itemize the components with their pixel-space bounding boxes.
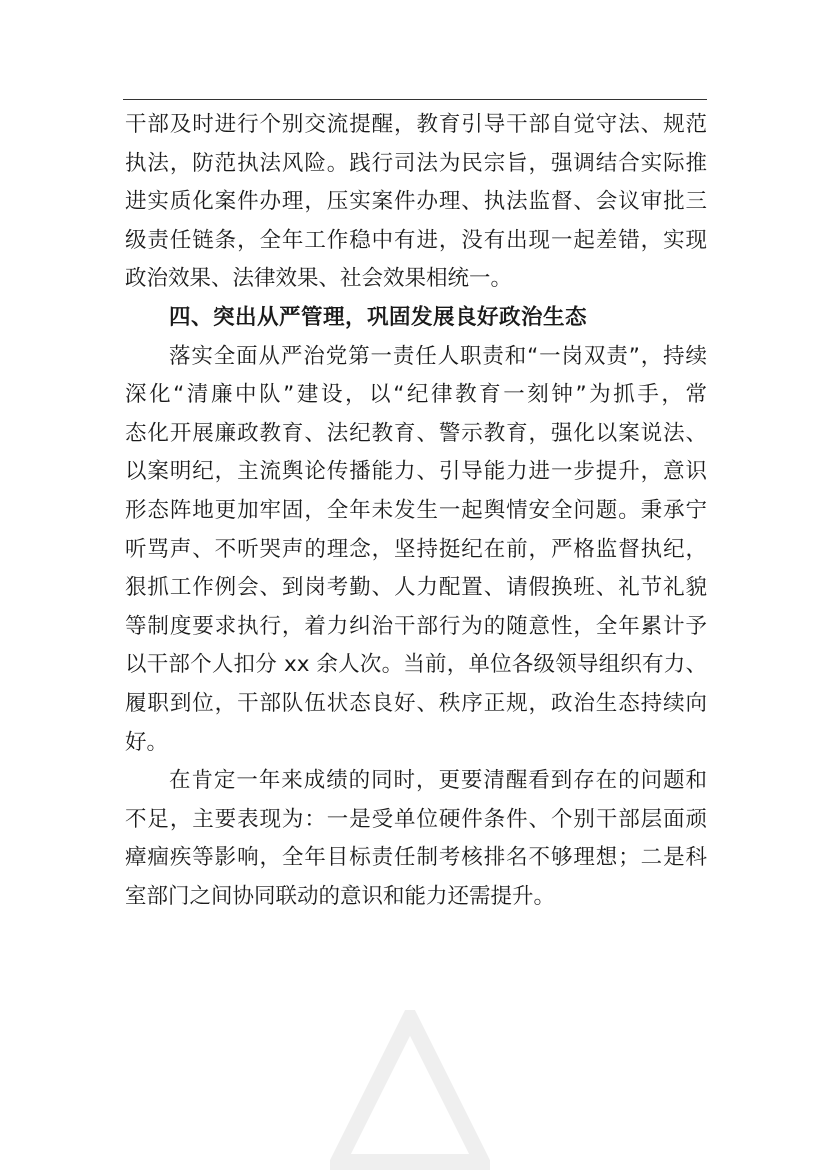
paragraph bbox=[125, 338, 707, 763]
text-line: 瘴痼疾等影响，全年目标责任制考核排名不够理想；二是科 bbox=[125, 845, 707, 871]
header-rule bbox=[123, 99, 707, 100]
text-line: 不足，主要表现为：一是受单位硬件条件、个别干部层面顽 bbox=[125, 806, 707, 832]
text-line: 执法，防范执法风险。践行司法为民宗旨，强调结合实际推 bbox=[125, 150, 707, 176]
text-line: 履职到位，干部队伍状态良好、秩序正规，政治生态持续向 bbox=[125, 690, 707, 716]
text-line: 好。 bbox=[125, 729, 169, 755]
text-line: 以干部个人扣分 xx 余人次。当前，单位各级领导组织有力、 bbox=[125, 652, 707, 678]
paragraph bbox=[125, 106, 707, 299]
text-line: 进实质化案件办理，压实案件办理、执法监督、会议审批三 bbox=[125, 189, 707, 215]
section-heading: 四、突出从严管理，巩固发展良好政治生态 bbox=[169, 304, 588, 330]
text-line: 在肯定一年来成绩的同时，更要清醒看到存在的问题和 bbox=[169, 768, 707, 794]
text-line: 狠抓工作例会、到岗考勤、人力配置、请假换班、礼节礼貌 bbox=[125, 575, 707, 601]
text-line: 室部门之间协同联动的意识和能力还需提升。 bbox=[125, 883, 556, 909]
text-line: 以案明纪，主流舆论传播能力、引导能力进一步提升，意识 bbox=[125, 459, 707, 485]
text-line: 落实全面从严治党第一责任人职责和“一岗双责”，持续 bbox=[169, 343, 707, 369]
text-line: 形态阵地更加牢固，全年未发生一起舆情安全问题。秉承宁 bbox=[125, 497, 707, 523]
watermark-icon bbox=[330, 1010, 490, 1170]
document-body bbox=[125, 106, 707, 916]
text-line: 干部及时进行个别交流提醒，教育引导干部自觉守法、规范 bbox=[125, 112, 707, 137]
text-line: 等制度要求执行，着力纠治干部行为的随意性，全年累计予 bbox=[125, 613, 707, 639]
paragraph bbox=[125, 762, 707, 916]
text-line: 态化开展廉政教育、法纪教育、警示教育，强化以案说法、 bbox=[125, 420, 707, 446]
text-line: 政治效果、法律效果、社会效果相统一。 bbox=[125, 266, 513, 292]
text-line: 听骂声、不听哭声的理念，坚持挺纪在前，严格监督执纪， bbox=[125, 536, 707, 562]
text-line: 深化“清廉中队”建设，以“纪律教育一刻钟”为抓手，常 bbox=[125, 382, 707, 408]
text-line: 级责任链条，全年工作稳中有进，没有出现一起差错，实现 bbox=[125, 227, 707, 253]
